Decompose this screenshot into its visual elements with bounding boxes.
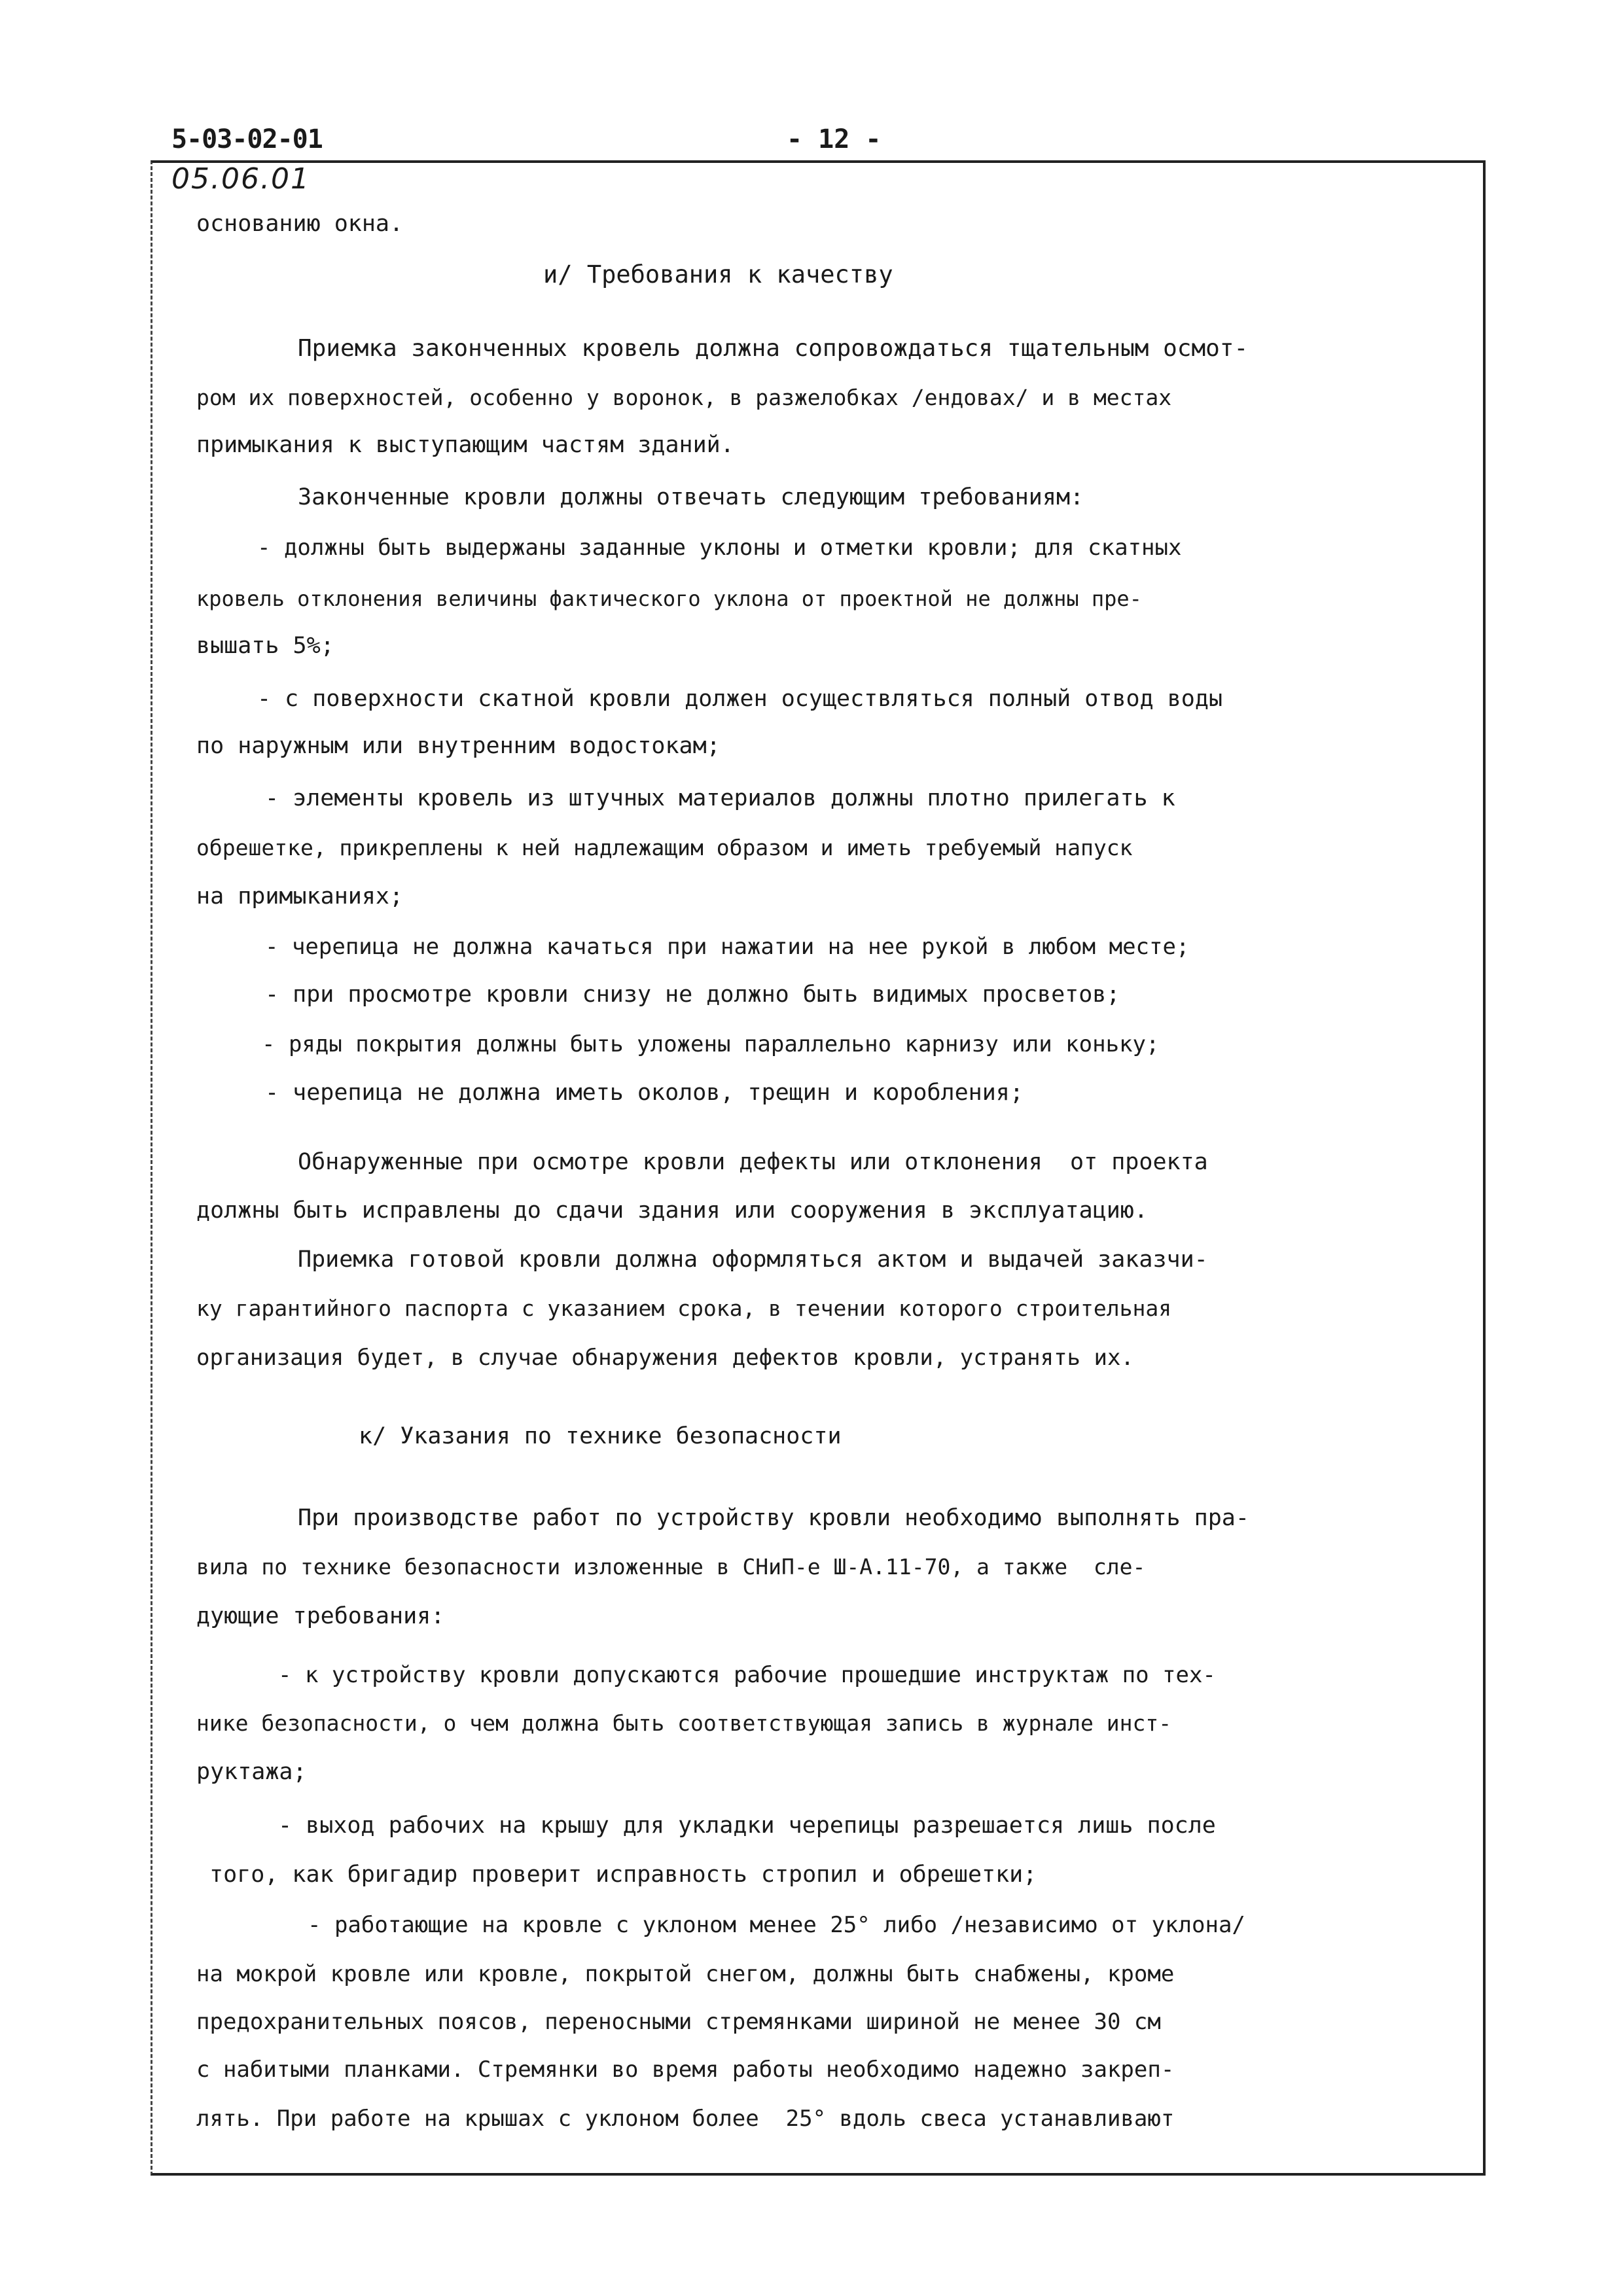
body-line: Обнаруженные при осмотре кровли дефекты или отклонения от проекта	[298, 1149, 1208, 1175]
body-line: руктажа;	[196, 1759, 307, 1785]
body-line: нике безопасности, о чем должна быть соответствующая запись в журнале инст-	[196, 1710, 1172, 1736]
body-line: на примыканиях;	[196, 883, 404, 910]
document-code: 5-03-02-01	[171, 124, 323, 154]
body-line: основанию окна.	[196, 211, 404, 237]
section-heading: к/ Указания по технике безопасности	[359, 1423, 842, 1449]
body-line: - черепица не должна иметь околов, трещин и коробления;	[265, 1080, 1024, 1106]
body-line: должны быть исправлены до сдачи здания или сооружения в эксплуатацию.	[196, 1197, 1148, 1224]
body-line: - к устройству кровли допускаются рабочие прошедшие инструктаж по тех-	[278, 1662, 1216, 1688]
body-line: - работающие на кровле с уклоном менее 25° либо /независимо от уклона/	[308, 1912, 1245, 1938]
body-line: того, как бригадир проверит исправность стропил и обрешетки;	[209, 1862, 1037, 1888]
body-line: примыкания к выступающим частям зданий.	[196, 432, 734, 458]
body-line: дующие требования:	[196, 1603, 445, 1629]
body-line: Приемка готовой кровли должна оформляться актом и выдачей заказчи-	[298, 1246, 1208, 1273]
body-line: по наружным или внутренним водостокам;	[196, 733, 721, 759]
page-header	[171, 124, 1480, 164]
body-line: Законченные кровли должны отвечать следующим требованиям:	[298, 484, 1084, 510]
body-line: - должны быть выдержаны заданные уклоны и отметки кровли; для скатных	[257, 535, 1182, 561]
page-number: - 12 -	[787, 124, 882, 154]
body-line: - элементы кровель из штучных материалов должны плотно прилегать к	[265, 785, 1175, 811]
body-line: - ряды покрытия должны быть уложены параллельно карнизу или коньку;	[262, 1031, 1160, 1057]
body-line: предохранительных поясов, переносными стремянками шириной не менее 30 см	[196, 2009, 1161, 2035]
body-line: на мокрой кровле или кровле, покрытой снегом, должны быть снабжены, кроме	[196, 1961, 1175, 1987]
body-line: Приемка законченных кровель должна сопровождаться тщательным осмот-	[298, 335, 1249, 362]
section-heading: и/ Требования к качеству	[543, 260, 893, 289]
body-line: вила по технике безопасности изложенные в СНиП-е Ш-А.11-70, а также сле-	[196, 1554, 1146, 1580]
body-line: - выход рабочих на крышу для укладки черепицы разрешается лишь после	[278, 1812, 1216, 1839]
sheet-code: 05.06.01	[171, 162, 310, 196]
body-line: - при просмотре кровли снизу не должно быть видимых просветов;	[265, 981, 1120, 1008]
body-line: ку гарантийного паспорта с указанием срока, в течении которого строительная	[196, 1296, 1172, 1321]
body-line: организация будет, в случае обнаружения дефектов кровли, устранять их.	[196, 1345, 1134, 1371]
body-line: - с поверхности скатной кровли должен осуществляться полный отвод воды	[257, 686, 1223, 712]
body-line: При производстве работ по устройству кровли необходимо выполнять пра-	[298, 1505, 1249, 1531]
body-line: вышать 5%;	[196, 633, 334, 659]
body-line: кровель отклонения величины фактического уклона от проектной не должны пре-	[196, 586, 1142, 611]
body-line: лять. При работе на крышах с уклоном более 25° вдоль свеса устанавливают	[196, 2106, 1175, 2132]
body-line: ром их поверхностей, особенно у воронок, в разжелобках /ендовах/ и в местах	[196, 385, 1172, 410]
body-line: обрешетке, прикреплены к ней надлежащим образом и иметь требуемый напуск	[196, 835, 1133, 860]
body-line: с набитыми планками. Стремянки во время работы необходимо надежно закреп-	[196, 2057, 1175, 2083]
body-line: - черепица не должна качаться при нажатии на нее рукой в любом месте;	[265, 934, 1190, 960]
